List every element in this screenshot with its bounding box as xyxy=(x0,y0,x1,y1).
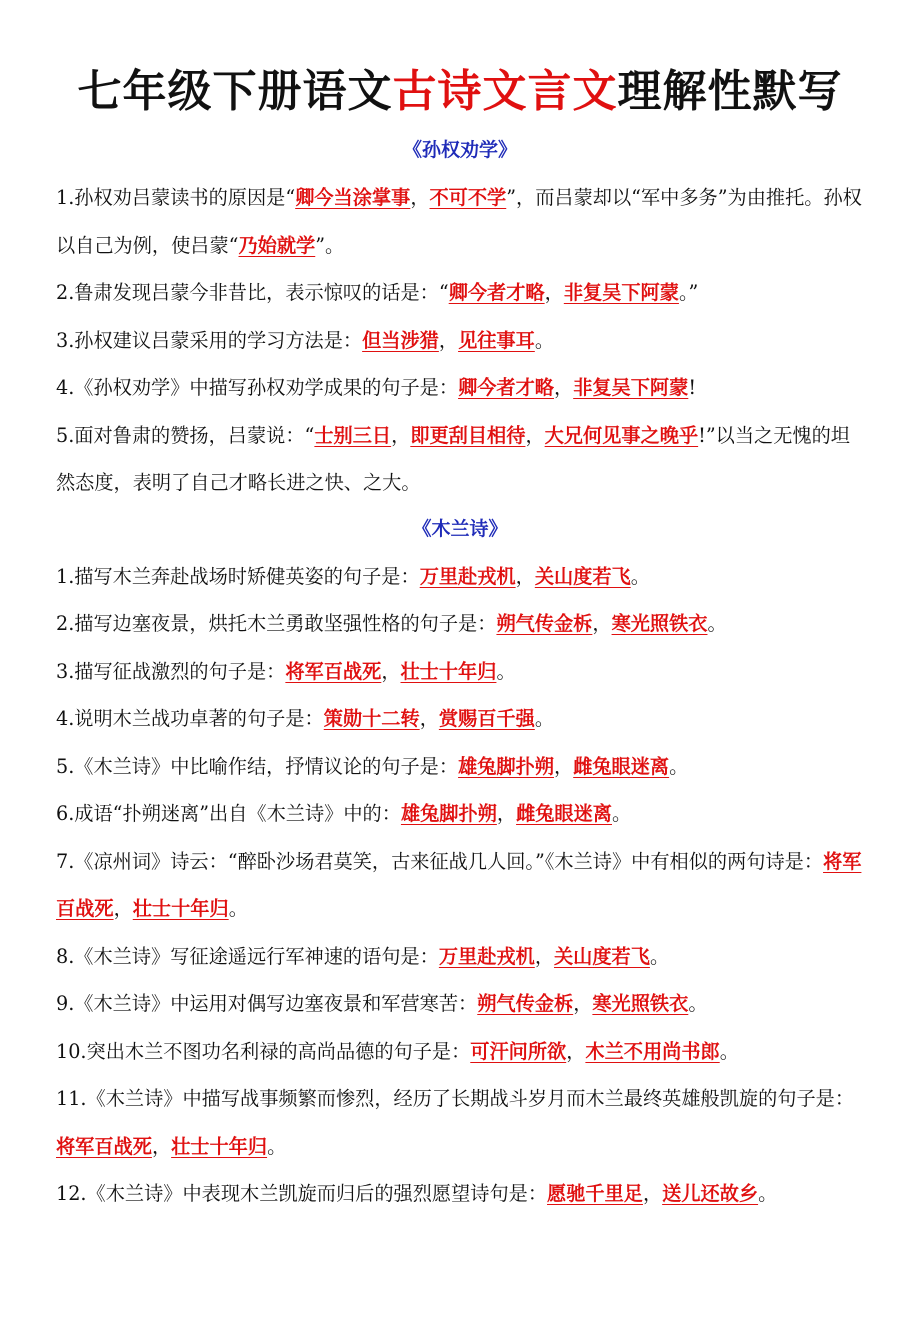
question-text: 。 xyxy=(228,897,248,920)
title-part-3: 理解性默写 xyxy=(617,66,843,117)
section-title-mulan: 《木兰诗》 xyxy=(412,517,508,540)
answer-text: 送儿还故乡 xyxy=(662,1182,759,1205)
question-item xyxy=(56,269,864,317)
answer-text: 雌兔眼迷离 xyxy=(516,802,612,825)
answer-text: 可汗问所欲 xyxy=(470,1039,567,1063)
question-text: 4.说明木兰战功卓著的句子是： xyxy=(56,707,324,730)
question-text: 2.鲁肃发现吕蒙今非昔比，表示惊叹的话是：“ xyxy=(56,281,449,304)
question-item xyxy=(56,317,864,365)
question-text: 3.孙权建议吕蒙采用的学习方法是： xyxy=(56,328,363,352)
question-item xyxy=(56,1028,864,1076)
answer-text: 关山度若飞 xyxy=(554,944,650,968)
question-text: ， xyxy=(525,423,545,447)
question-text: 。 xyxy=(534,328,554,352)
question-text: 。 xyxy=(719,1039,739,1063)
answer-text: 见往事耳 xyxy=(458,328,535,352)
question-text: 10.突出木兰不图功名利禄的高尚品德的句子是： xyxy=(56,1039,471,1063)
question-text: 。 xyxy=(758,1182,778,1205)
answer-text: 大兄何见事之晚乎 xyxy=(544,423,699,447)
answer-text: 非复吴下阿蒙 xyxy=(573,376,689,399)
question-text: 4.《孙权劝学》中描写孙权劝学成果的句子是： xyxy=(56,376,459,399)
section-items-sunquan xyxy=(56,174,864,507)
answer-text: 万里赴戎机 xyxy=(438,944,535,968)
question-text: 。 xyxy=(612,802,632,825)
question-text: ”，而吕蒙却以“军中多务”为由推托。孙权以自己为例，使吕蒙“ xyxy=(56,186,862,257)
answer-text: 雌兔眼迷离 xyxy=(573,754,670,778)
question-text: 。 xyxy=(496,659,516,683)
question-text: 1.描写木兰奔赴战场时矫健英姿的句子是： xyxy=(56,564,420,588)
question-text: ， xyxy=(410,186,430,209)
question-text: ， xyxy=(391,423,411,447)
document-page xyxy=(0,62,904,1342)
question-item xyxy=(56,1075,864,1170)
question-text: ， xyxy=(573,992,593,1015)
question-text: 11.《木兰诗》中描写战事频繁而惨烈，经历了长期战斗岁月而木兰最终英雄般凯旋的句子是： xyxy=(56,1087,855,1110)
question-text: ， xyxy=(642,1182,663,1205)
answer-text: 乃始就学 xyxy=(238,233,316,257)
question-text: 。 xyxy=(267,1134,287,1158)
question-text: 。 xyxy=(649,944,670,968)
question-text: 。 xyxy=(707,612,727,635)
answer-text: 寒光照铁衣 xyxy=(611,612,708,635)
question-item xyxy=(56,553,864,601)
question-item xyxy=(56,1170,864,1218)
question-text: ， xyxy=(592,612,612,635)
question-text: ， xyxy=(566,1039,586,1063)
answer-text: 壮士十年归 xyxy=(400,659,497,683)
answer-text: 雄兔脚扑朔 xyxy=(458,754,554,778)
question-text: 。 xyxy=(630,564,650,588)
question-text: ， xyxy=(381,659,401,683)
answer-text: 士别三日 xyxy=(314,423,392,447)
question-text: 2.描写边塞夜景，烘托木兰勇敢坚强性格的句子是： xyxy=(56,612,497,635)
question-item xyxy=(56,364,864,412)
title-part-1: 七年级下册语文 xyxy=(77,66,393,117)
answer-text: 朔气传金柝 xyxy=(477,992,574,1015)
question-text: ”。 xyxy=(315,233,345,257)
question-item xyxy=(56,648,864,696)
question-item xyxy=(56,600,864,648)
answer-text: 不可不学 xyxy=(429,186,507,209)
answer-text: 寒光照铁衣 xyxy=(592,992,689,1015)
question-text: ， xyxy=(534,944,554,968)
question-item xyxy=(56,743,864,791)
question-text: 8.《木兰诗》写征途遥远行军神速的语句是： xyxy=(56,944,439,968)
question-text: ， xyxy=(496,802,517,825)
question-text: ! xyxy=(688,376,697,399)
question-item xyxy=(56,412,864,507)
answer-text: 非复吴下阿蒙 xyxy=(563,281,679,304)
answer-text: 将军百战死 xyxy=(56,849,862,920)
answer-text: 赏赐百千强 xyxy=(438,707,535,730)
answer-text: 壮士十年归 xyxy=(171,1134,268,1158)
question-text: ， xyxy=(438,328,459,352)
question-text: ， xyxy=(419,707,439,730)
question-text: ， xyxy=(515,564,535,588)
question-item xyxy=(56,933,864,981)
section-items-mulan xyxy=(56,553,864,1218)
answer-text: 将军百战死 xyxy=(56,1134,152,1158)
question-text: 5.面对鲁肃的赞扬，吕蒙说：“ xyxy=(56,423,315,447)
question-text: 12.《木兰诗》中表现木兰凯旋而归后的强烈愿望诗句是： xyxy=(56,1182,548,1205)
question-text: ， xyxy=(544,281,564,304)
question-text: ， xyxy=(151,1134,172,1158)
answer-text: 卿今当涂掌事 xyxy=(295,186,411,209)
question-text: ， xyxy=(113,897,133,920)
question-text: 7.《凉州词》诗云：“醉卧沙场君莫笑，古来征战几人回。”《木兰诗》中有相似的两句诗是： xyxy=(56,849,824,873)
page-title xyxy=(56,62,864,122)
answer-text: 但当涉猎 xyxy=(362,328,439,352)
question-text: !”以当之无愧的坦然态度，表明了自己才略长进之快、之大。 xyxy=(56,423,850,494)
question-item xyxy=(56,695,864,743)
question-text: 6.成语“扑朔迷离”出自《木兰诗》中的： xyxy=(56,802,401,825)
answer-text: 雄兔脚扑朔 xyxy=(400,802,497,825)
answer-text: 将军百战死 xyxy=(285,659,382,683)
question-text: 。 xyxy=(688,992,708,1015)
section-title-sunquan: 《孙权劝学》 xyxy=(402,139,517,161)
answer-text: 卿今者才略 xyxy=(458,376,554,399)
question-item xyxy=(56,790,864,838)
question-text: 3.描写征战激烈的句子是： xyxy=(56,659,286,683)
answer-text: 即更刮目相待 xyxy=(410,423,526,447)
answer-text: 卿今者才略 xyxy=(448,281,545,304)
answer-text: 关山度若飞 xyxy=(534,564,631,588)
question-text: 5.《木兰诗》中比喻作结，抒情议论的句子是： xyxy=(56,754,459,778)
answer-text: 万里赴戎机 xyxy=(419,564,516,588)
title-part-2-highlight: 古诗文言文 xyxy=(392,66,618,117)
question-text: 1.孙权劝吕蒙读书的原因是“ xyxy=(56,186,296,209)
question-text: 。 xyxy=(669,754,689,778)
answer-text: 木兰不用尚书郎 xyxy=(585,1039,720,1063)
question-text: ， xyxy=(554,376,574,399)
answer-text: 策勋十二转 xyxy=(323,707,420,730)
answer-text: 壮士十年归 xyxy=(132,897,229,920)
question-item xyxy=(56,174,864,269)
question-text: 。” xyxy=(678,281,699,304)
question-item xyxy=(56,838,864,933)
question-text: 。 xyxy=(534,707,554,730)
question-text: ， xyxy=(554,754,574,778)
question-text: 9.《木兰诗》中运用对偶写边塞夜景和军营寒苦： xyxy=(56,992,478,1015)
question-item xyxy=(56,980,864,1028)
answer-text: 朔气传金柝 xyxy=(496,612,593,635)
answer-text: 愿驰千里足 xyxy=(547,1182,643,1205)
